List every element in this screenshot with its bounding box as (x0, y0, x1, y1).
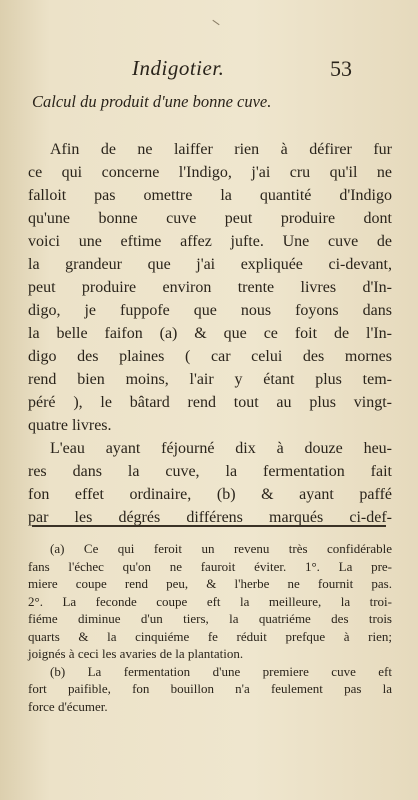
footnote-line: fiéme diminue d'un tiers, la quatriéme des trois (28, 611, 392, 626)
text-line: la belle faifon (a) & que ce foit de l'In- (28, 325, 392, 342)
footnote-line: (a) Ce qui feroit un revenu très confidérable (50, 541, 392, 556)
footnote-line: (b) La fermentation d'une premiere cuve eft (50, 663, 392, 679)
footnote-line: miere coupe rend peu, & l'herbe ne fournit pas. (28, 576, 392, 591)
footnote-line: quarts & la cinquiéme fe réduit prefque à rien; (28, 628, 392, 644)
paper-mark (212, 20, 219, 25)
text-line: fon effet ordinaire, (b) & ayant paffé (28, 486, 392, 503)
text-line: L'eau ayant féjourné dix à douze heu- (50, 440, 392, 457)
footnote-line: joignés à ceci les avaries de la plantation. (28, 646, 244, 661)
text-line: ce qui concerne l'Indigo, j'ai cru qu'il ne (28, 164, 392, 181)
footnotes (28, 540, 392, 715)
text-line: péré ), le bâtard rend tout au plus vingt- (28, 394, 392, 411)
text-line: falloit pas omettre la quantité d'Indigo (28, 187, 392, 204)
page-number: 53 (330, 56, 352, 81)
text-line: res dans la cuve, la fermentation fait (28, 463, 392, 480)
running-title: Indigotier. (132, 56, 225, 80)
footnote-line: 2°. La feconde coupe eft la meilleure, la troi- (28, 593, 392, 609)
page-header (0, 56, 418, 80)
footnote-line: force d'écumer. (28, 698, 108, 714)
text-line: digo, je fuppofe que nous foyons dans (28, 302, 392, 319)
text-line: par les dégrés différens marqués ci-def- (28, 509, 392, 526)
text-line: quatre livres. (28, 417, 112, 434)
footnote-rule (32, 525, 386, 527)
text-line: Afin de ne laiffer rien à défirer fur (50, 141, 392, 158)
footnote-line: fort paifible, fon bouillon n'a feulement pas la (28, 681, 392, 696)
main-text (28, 138, 392, 529)
section-heading: Calcul du produit d'une bonne cuve. (32, 92, 272, 111)
text-line: voici une eftime affez jufte. Une cuve de (28, 233, 392, 250)
text-line: la grandeur que j'ai expliquée ci-devant, (28, 256, 392, 273)
text-line: rend bien moins, l'air y étant plus tem- (28, 371, 392, 388)
text-line: peut produire environ trente livres d'In- (28, 279, 392, 296)
text-line: qu'une bonne cuve peut produire dont (28, 210, 392, 227)
text-line: digo des plaines ( car celui des mornes (28, 348, 392, 365)
footnote-line: fans l'échec qu'on ne fauroit éviter. 1°. La pre- (28, 558, 392, 574)
